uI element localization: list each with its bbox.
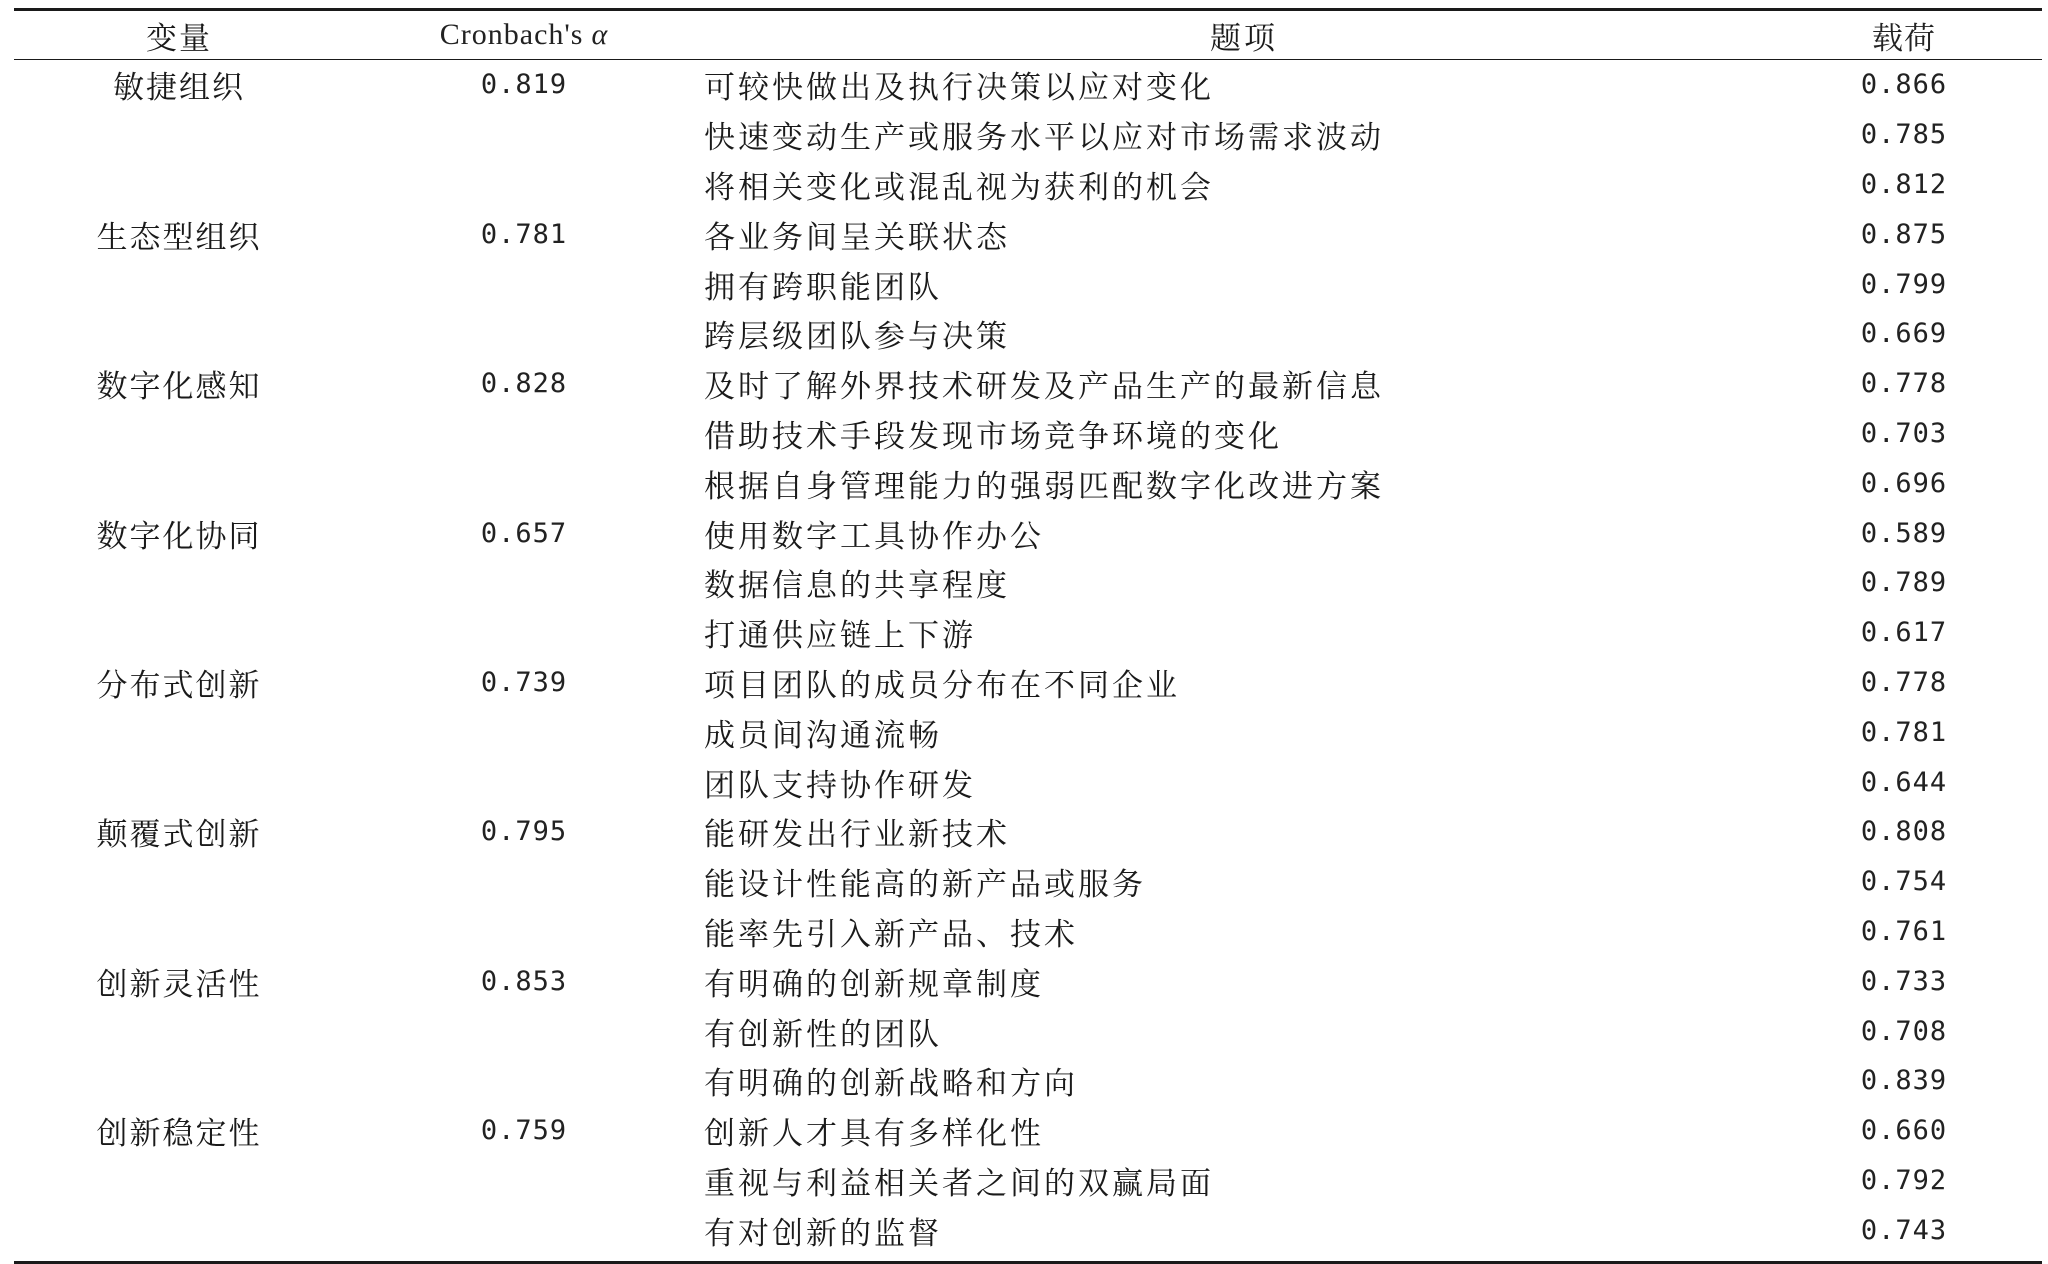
cell-cronbach-alpha xyxy=(404,110,644,160)
cell-cronbach-alpha xyxy=(404,458,644,508)
cell-variable xyxy=(14,309,344,359)
cell-cronbach-alpha xyxy=(404,409,644,459)
cell-item: 能设计性能高的新产品或服务 xyxy=(704,867,1146,904)
table-header-row xyxy=(14,11,2042,59)
header-alpha-label: Cronbach's xyxy=(439,18,584,51)
cell-loading: 0.589 xyxy=(1860,517,1948,549)
cell-cronbach-alpha xyxy=(404,309,644,359)
cell-cronbach-alpha: 0.795 xyxy=(480,816,568,848)
cell-loading: 0.785 xyxy=(1860,119,1948,151)
table-row xyxy=(14,60,2042,110)
table-row xyxy=(14,209,2042,259)
cell-cronbach-alpha xyxy=(404,1205,644,1255)
cell-loading: 0.812 xyxy=(1860,168,1948,200)
cell-variable: 创新灵活性 xyxy=(96,966,262,1003)
table-row xyxy=(14,707,2042,757)
header-variable: 变量 xyxy=(146,20,212,57)
cell-variable xyxy=(14,707,344,757)
table-row xyxy=(14,508,2042,558)
cell-item: 可较快做出及执行决策以应对变化 xyxy=(704,70,1214,107)
cell-cronbach-alpha: 0.781 xyxy=(480,218,568,250)
cell-item: 使用数字工具协作办公 xyxy=(704,518,1044,555)
cell-item: 成员间沟通流畅 xyxy=(704,717,942,754)
cell-loading: 0.617 xyxy=(1860,617,1948,649)
cell-loading: 0.733 xyxy=(1860,965,1948,997)
cell-variable xyxy=(14,907,344,957)
cell-item: 重视与利益相关者之间的双赢局面 xyxy=(704,1165,1214,1202)
cell-variable xyxy=(14,1056,344,1106)
cell-cronbach-alpha: 0.739 xyxy=(480,666,568,698)
cell-loading: 0.669 xyxy=(1860,318,1948,350)
cell-variable xyxy=(14,458,344,508)
cell-loading: 0.839 xyxy=(1860,1065,1948,1097)
cell-variable xyxy=(14,608,344,658)
cell-cronbach-alpha: 0.819 xyxy=(480,69,568,101)
cell-item: 能研发出行业新技术 xyxy=(704,817,1010,854)
cell-variable xyxy=(14,1006,344,1056)
table-row xyxy=(14,110,2042,160)
cell-cronbach-alpha xyxy=(404,857,644,907)
cell-variable xyxy=(14,857,344,907)
table-body xyxy=(14,60,2042,1255)
cell-item: 借助技术手段发现市场竞争环境的变化 xyxy=(704,418,1282,455)
cell-cronbach-alpha xyxy=(404,1006,644,1056)
cell-cronbach-alpha xyxy=(404,1156,644,1206)
table-row xyxy=(14,1106,2042,1156)
cell-variable: 生态型组织 xyxy=(96,219,262,256)
cell-item: 有对创新的监督 xyxy=(704,1215,942,1252)
cell-item: 有明确的创新战略和方向 xyxy=(704,1066,1078,1103)
cell-item: 将相关变化或混乱视为获利的机会 xyxy=(704,169,1214,206)
cell-loading: 0.703 xyxy=(1860,417,1948,449)
cell-cronbach-alpha xyxy=(404,1056,644,1106)
cell-cronbach-alpha xyxy=(404,259,644,309)
cell-loading: 0.660 xyxy=(1860,1115,1948,1147)
table-row xyxy=(14,558,2042,608)
header-loading: 载荷 xyxy=(1872,20,1936,57)
cell-variable: 敏捷组织 xyxy=(113,70,245,107)
cell-variable xyxy=(14,1156,344,1206)
cell-cronbach-alpha xyxy=(404,907,644,957)
table-row xyxy=(14,1056,2042,1106)
cell-loading: 0.708 xyxy=(1860,1015,1948,1047)
table-row xyxy=(14,1006,2042,1056)
cell-item: 有创新性的团队 xyxy=(704,1016,942,1053)
cell-variable xyxy=(14,259,344,309)
table-row xyxy=(14,956,2042,1006)
cell-cronbach-alpha xyxy=(404,757,644,807)
cell-cronbach-alpha: 0.853 xyxy=(480,965,568,997)
cell-item: 团队支持协作研发 xyxy=(704,767,976,804)
cell-cronbach-alpha xyxy=(404,558,644,608)
cell-variable: 颠覆式创新 xyxy=(96,817,262,854)
cell-loading: 0.799 xyxy=(1860,268,1948,300)
cell-variable: 创新稳定性 xyxy=(96,1116,262,1153)
cell-variable: 数字化协同 xyxy=(96,518,262,555)
table-row xyxy=(14,409,2042,459)
table-row xyxy=(14,160,2042,210)
cell-variable xyxy=(14,757,344,807)
cell-loading: 0.781 xyxy=(1860,716,1948,748)
cell-cronbach-alpha xyxy=(404,160,644,210)
cell-cronbach-alpha: 0.759 xyxy=(480,1115,568,1147)
reliability-table xyxy=(14,8,2042,1264)
cell-item: 根据自身管理能力的强弱匹配数字化改进方案 xyxy=(704,468,1384,505)
cell-loading: 0.778 xyxy=(1860,666,1948,698)
table-row xyxy=(14,757,2042,807)
header-item: 题项 xyxy=(1210,20,1278,57)
cell-item: 有明确的创新规章制度 xyxy=(704,966,1044,1003)
cell-item: 能率先引入新产品、技术 xyxy=(704,916,1078,953)
cell-loading: 0.875 xyxy=(1860,218,1948,250)
cell-cronbach-alpha: 0.828 xyxy=(480,368,568,400)
cell-loading: 0.743 xyxy=(1860,1214,1948,1246)
cell-variable xyxy=(14,160,344,210)
table-row xyxy=(14,458,2042,508)
cell-variable: 分布式创新 xyxy=(96,667,262,704)
table-row xyxy=(14,309,2042,359)
cell-loading: 0.696 xyxy=(1860,467,1948,499)
header-alpha-symbol: α xyxy=(591,18,609,51)
cell-item: 拥有跨职能团队 xyxy=(704,269,942,306)
cell-item: 及时了解外界技术研发及产品生产的最新信息 xyxy=(704,369,1384,406)
table-row xyxy=(14,857,2042,907)
cell-loading: 0.761 xyxy=(1860,915,1948,947)
table-row xyxy=(14,1156,2042,1206)
cell-loading: 0.644 xyxy=(1860,766,1948,798)
table-row xyxy=(14,608,2042,658)
cell-item: 创新人才具有多样化性 xyxy=(704,1116,1044,1153)
cell-loading: 0.789 xyxy=(1860,567,1948,599)
header-cronbach-alpha xyxy=(404,11,644,59)
cell-variable xyxy=(14,110,344,160)
cell-item: 跨层级团队参与决策 xyxy=(704,319,1010,356)
cell-item: 项目团队的成员分布在不同企业 xyxy=(704,667,1180,704)
cell-item: 打通供应链上下游 xyxy=(704,618,976,655)
cell-loading: 0.808 xyxy=(1860,816,1948,848)
cell-cronbach-alpha xyxy=(404,608,644,658)
table-row xyxy=(14,1205,2042,1255)
cell-variable xyxy=(14,558,344,608)
cell-loading: 0.866 xyxy=(1860,69,1948,101)
table-row xyxy=(14,658,2042,708)
table-row xyxy=(14,259,2042,309)
cell-loading: 0.754 xyxy=(1860,866,1948,898)
cell-variable: 数字化感知 xyxy=(96,369,262,406)
cell-item: 快速变动生产或服务水平以应对市场需求波动 xyxy=(704,120,1384,157)
cell-loading: 0.792 xyxy=(1860,1164,1948,1196)
cell-item: 数据信息的共享程度 xyxy=(704,568,1010,605)
cell-variable xyxy=(14,1205,344,1255)
cell-cronbach-alpha xyxy=(404,707,644,757)
table-row xyxy=(14,807,2042,857)
table-row xyxy=(14,359,2042,409)
cell-variable xyxy=(14,409,344,459)
table-row xyxy=(14,907,2042,957)
cell-loading: 0.778 xyxy=(1860,368,1948,400)
cell-item: 各业务间呈关联状态 xyxy=(704,219,1010,256)
cell-cronbach-alpha: 0.657 xyxy=(480,517,568,549)
